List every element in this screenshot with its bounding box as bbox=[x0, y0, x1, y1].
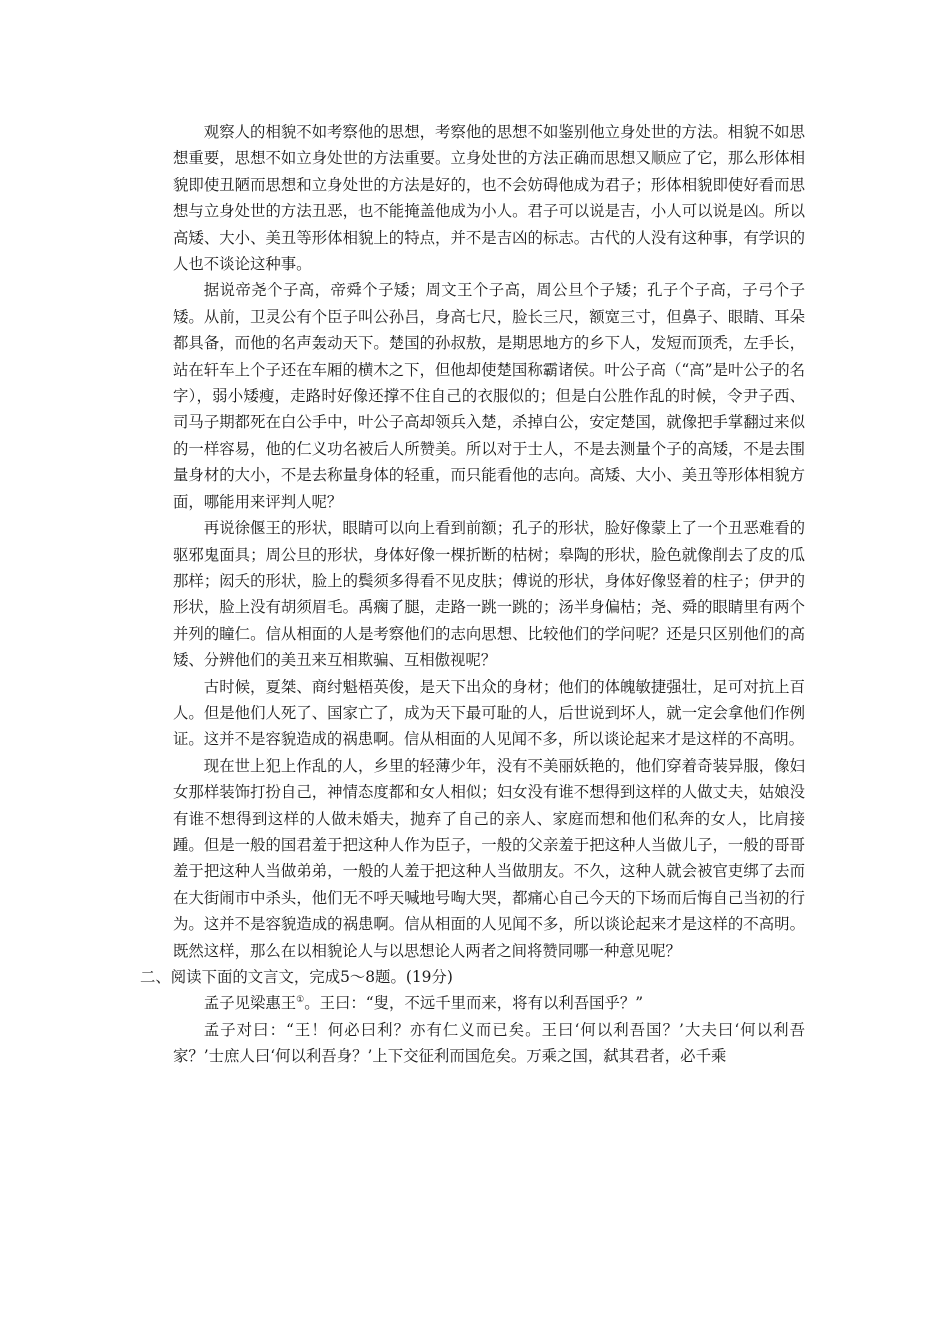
classical-text-line-2: 孟子对曰：“王！何必曰利？亦有仁义而已矣。王曰‘何以利吾国？’大夫曰‘何以利吾家？’士庶人曰‘何以利吾身？’上下交征利而国危矣。万乘之国，弑其君者，必千乘 bbox=[173, 1020, 805, 1066]
translation-paragraph-4: 古时候，夏桀、商纣魁梧英俊，是天下出众的身材；他们的体魄敏捷强壮，足可对抗上百人。但是他们人死了、国家亡了，成为天下最可耻的人，后世说到坏人，就一定会拿他们作例证。这并不是容貌造成的祸患啊。信从相面的人见闻不多，所以谈论起来才是这样的不高明。 bbox=[173, 677, 805, 749]
document-page bbox=[140, 119, 805, 1070]
footnote-marker: ① bbox=[296, 995, 305, 1006]
classical-text-line-1 bbox=[173, 990, 805, 1016]
classical-text-line-1-end: 。王曰：“叟，不远千里而来，将有以利吾国乎？” bbox=[304, 994, 644, 1013]
classical-text-line-1-start: 孟子见梁惠王 bbox=[203, 994, 297, 1013]
section-two-heading: 二、阅读下面的文言文，完成5～8题。(19分) bbox=[140, 968, 453, 986]
translation-paragraph-1: 观察人的相貌不如考察他的思想，考察他的思想不如鉴别他立身处世的方法。相貌不如思想重要，思想不如立身处世的方法重要。立身处世的方法正确而思想又顺应了它，那么形体相貌即使丑陋而思想和立身处世的方法是好的，也不会妨碍他成为君子；形体相貌即使好看而思想与立身处世的方法丑恶，也不能掩盖他成为小人。君子可以说是吉，小人可以说是凶。所以高矮、大小、美丑等形体相貌上的特点，并不是吉凶的标志。古代的人没有这种事，有学识的人也不谈论这种事。 bbox=[173, 123, 805, 274]
translation-paragraph-5: 现在世上犯上作乱的人，乡里的轻薄少年，没有不美丽妖艳的，他们穿着奇装异服，像妇女那样装饰打扮自己，神情态度都和女人相似；妇女没有谁不想得到这样的人做丈夫，姑娘没有谁不想得到这样的人做未婚夫，抛弃了自己的亲人、家庭而想和他们私奔的女人，比肩接踵。但是一般的国君羞于把这种人作为臣子，一般的父亲羞于把这种人当做儿子，一般的哥哥羞于把这种人当做弟弟，一般的人羞于把这种人当做朋友。不久，这种人就会被官吏绑了去而在大街闹市中杀头，他们无不呼天喊地号啕大哭，都痛心自己今天的下场而后悔自己当初的行为。这并不是容貌造成的祸患啊。信从相面的人见闻不多，所以谈论起来才是这样的不高明。既然这样，那么在以相貌论人与以思想论人两者之间将赞同哪一种意见呢？ bbox=[173, 756, 805, 960]
translation-paragraph-2: 据说帝尧个子高，帝舜个子矮；周文王个子高，周公旦个子矮；孔子个子高，子弓个子矮。从前，卫灵公有个臣子叫公孙吕，身高七尺，脸长三尺，额宽三寸，但鼻子、眼睛、耳朵都具备，而他的名声轰动天下。楚国的孙叔敖，是期思地方的乡下人，发短而顶秃，左手长，站在轩车上个子还在车厢的横木之下，但他却使楚国称霸诸侯。叶公子高（“高”是叶公子的名字），弱小矮瘦，走路时好像还撑不住自己的衣服似的；但是白公胜作乱的时候，令尹子西、司马子期都死在白公手中，叶公子高却领兵入楚，杀掉白公，安定楚国，就像把手掌翻过来似的一样容易，他的仁义功名被后人所赞美。所以对于士人，不是去测量个子的高矮，不是去围量身材的大小，不是去称量身体的轻重，而只能看他的志向。高矮、大小、美丑等形体相貌方面，哪能用来评判人呢？ bbox=[173, 281, 805, 511]
translation-paragraph-3: 再说徐偃王的形状，眼睛可以向上看到前额；孔子的形状，脸好像蒙上了一个丑恶难看的驱邪鬼面具；周公旦的形状，身体好像一棵折断的枯树；皋陶的形状，脸色就像削去了皮的瓜那样；闳夭的形状，脸上的鬓须多得看不见皮肤；傅说的形状，身体好像竖着的柱子；伊尹的形状，脸上没有胡须眉毛。禹瘸了腿，走路一跳一跳的；汤半身偏枯；尧、舜的眼睛里有两个并列的瞳仁。信从相面的人是考察他们的志向思想、比较他们的学问呢？还是只区别他们的高矮、分辨他们的美丑来互相欺骗、互相傲视呢？ bbox=[173, 519, 805, 670]
